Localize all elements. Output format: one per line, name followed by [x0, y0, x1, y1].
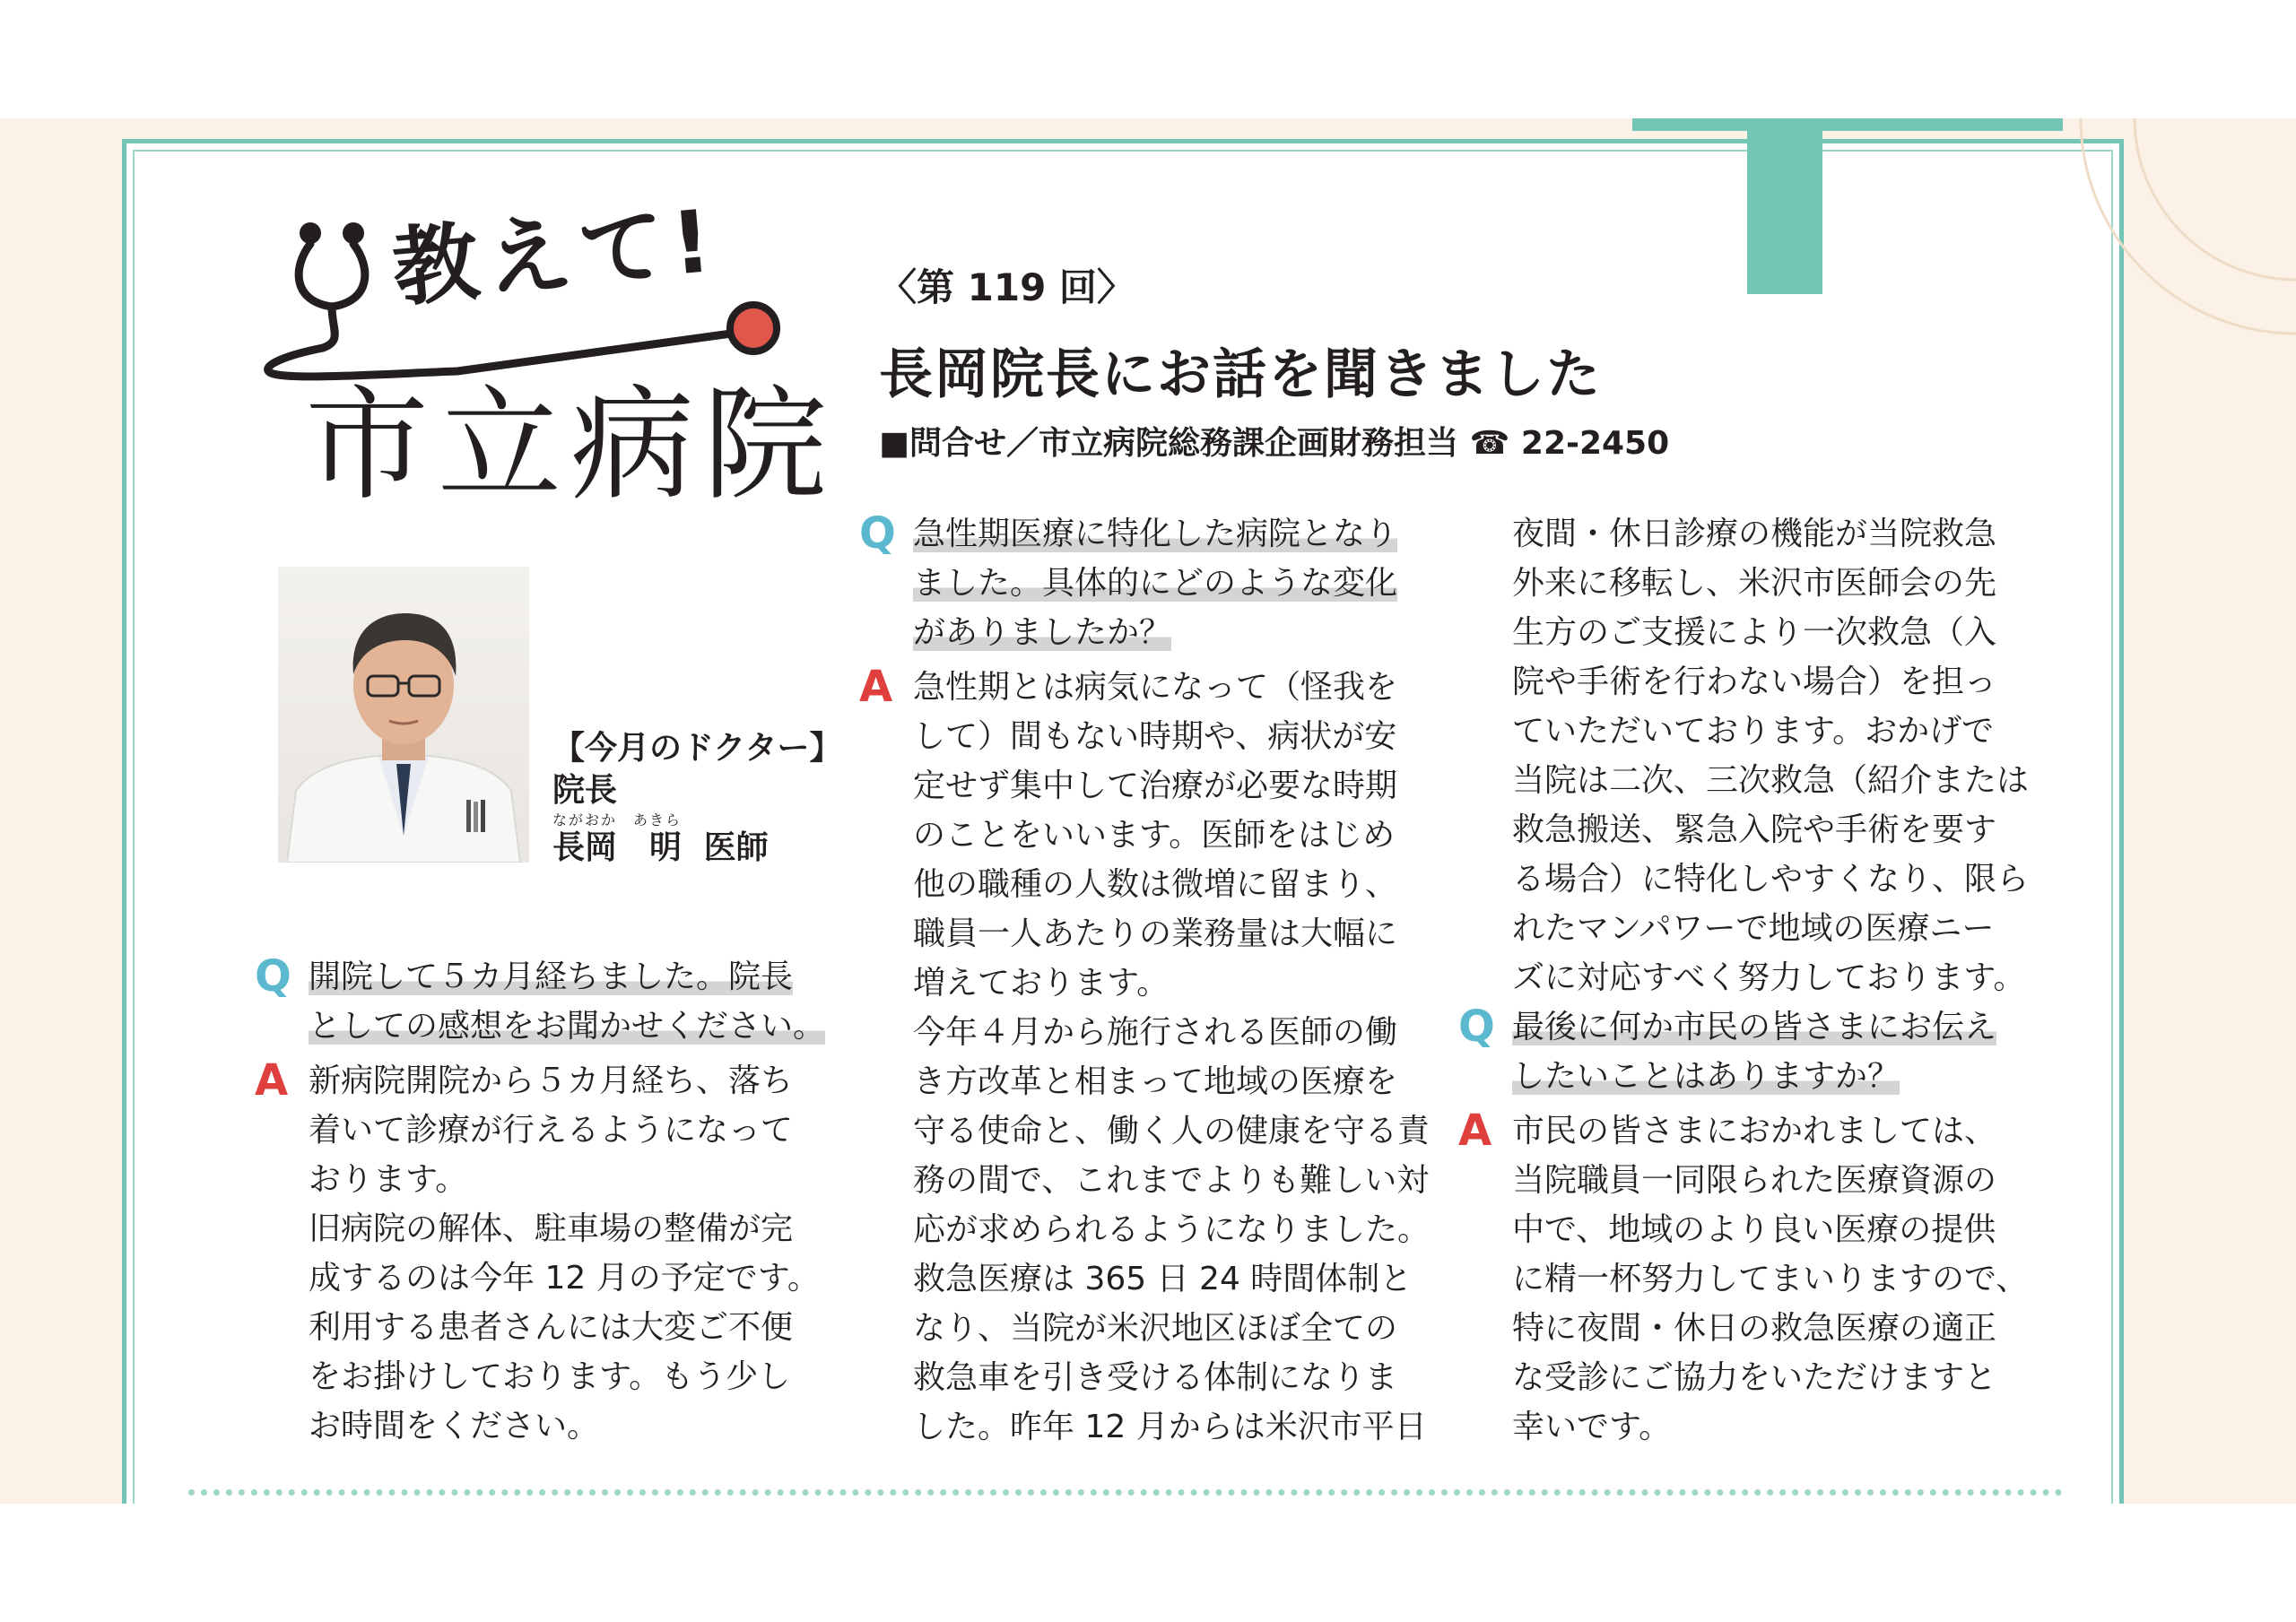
answer-2-continued [1458, 509, 2086, 1002]
answer-1-text: 新病院開院から５カ月経ち、落ち 着いて診療が行えるようになって おります。 旧病院の解体、駐車場の整備が完 成するのは今年 12 月の予定です。 利用する患者さんには大変ご不便 をお掛けしております。もう少し お時間をください。 [309, 1063, 820, 1444]
answer-2-text: 急性期とは病気になって（怪我を して）間もない時期や、病状が安 定せず集中して治療が必要な時期 のことをいいます。医師をはじめ 他の職種の人数は微増に留まり、 職員一人あたりの業務量は大幅に 増えております。 今年４月から施行される医師の働 き方改革と相まって地域の医療を 守る使命と、働く人の健康を守る責 務の間で、これまでよりも難しい対 応が求められるようになりました。 救急医療は 365 日 24 時間体制と なり、当院が米沢地区ほぼ全ての 救急車を引き受ける体制になりま した。昨年 12 月からは米沢市平日 [913, 669, 1431, 1445]
question-3-line-1: 最後に何か市民の皆さまにお伝え [1512, 1009, 1997, 1045]
column-middle [859, 509, 1451, 1452]
a-mark: A [1458, 1106, 1492, 1156]
answer-3 [1458, 1106, 2086, 1452]
answer-1 [255, 1056, 847, 1451]
doctor-title-suffix: 医師 [703, 829, 769, 867]
question-1-line-2: としての感想をお聞かせください。 [309, 1008, 826, 1045]
corner-arc-decoration [2063, 118, 2296, 351]
question-1-line-1: 開院して５カ月経ちました。院長 [309, 958, 794, 995]
header-accent-tab [1747, 118, 1822, 294]
issue-number: 〈第 119 回〉 [879, 265, 1135, 309]
inquiry-info: ■問合せ／市立病院総務課企画財務担当 ☎ 22-2450 [879, 425, 1670, 462]
a-mark: A [859, 662, 893, 712]
footer-dotted-divider [188, 1489, 2063, 1496]
a-mark: A [255, 1055, 289, 1106]
question-3-line-2: したいことはありますか？ [1512, 1058, 1900, 1095]
question-2-line-2: ました。具体的にどのような変化 [913, 565, 1398, 602]
q-mark: Q [859, 508, 896, 559]
article-title: 長岡院長にお話を聞きました [879, 343, 1602, 406]
doctor-name-line [552, 828, 842, 870]
q-mark: Q [255, 951, 291, 1002]
answer-2 [859, 663, 1451, 1452]
doctor-caption [552, 728, 842, 870]
doctor-role: 院長 [552, 771, 618, 809]
q-mark: Q [1458, 1002, 1495, 1052]
question-2 [859, 509, 1451, 657]
question-1 [255, 952, 847, 1051]
doctor-caption-label: 【今月のドクター】 [552, 730, 842, 767]
column-left [255, 952, 847, 1451]
header-accent-strip [1632, 118, 2063, 131]
doctor-photo [278, 567, 529, 863]
column-right [1458, 509, 2086, 1452]
question-3 [1458, 1002, 2086, 1101]
answer-3-text: 市民の皆さまにおかれましては、 当院職員一同限られた医療資源の 中で、地域のより良い医療の提供 に精一杯努力してまいりますので、 特に夜間・休日の救急医療の適正 な受診にご協力をいただけますと 幸いです。 [1512, 1113, 2029, 1445]
doctor-name-ruby: ながおか あきら [552, 811, 683, 828]
question-2-line-1: 急性期医療に特化した病院となり [913, 516, 1398, 552]
question-2-line-3: がありましたか？ [913, 614, 1172, 651]
logo-hospital-title: 市立病院 [305, 373, 837, 517]
logo-oshiete-text: 教えて! [388, 190, 723, 319]
doctor-name: 長岡 明 [552, 829, 683, 867]
answer-2-continued-text: 夜間・休日診療の機能が当院救急 外来に移転し、米沢市医師会の先 生方のご支援により一次救急（入 院や手術を行わない場合）を担っ ていただいております。おかげで 当院は二次、三次救急（紹介または 救急搬送、緊急入院や手術を要す る場合）に特化しやすくなり、限ら れたマンパワーで地域の医療ニー ズに対応すべく努力しております。 [1512, 516, 2030, 996]
